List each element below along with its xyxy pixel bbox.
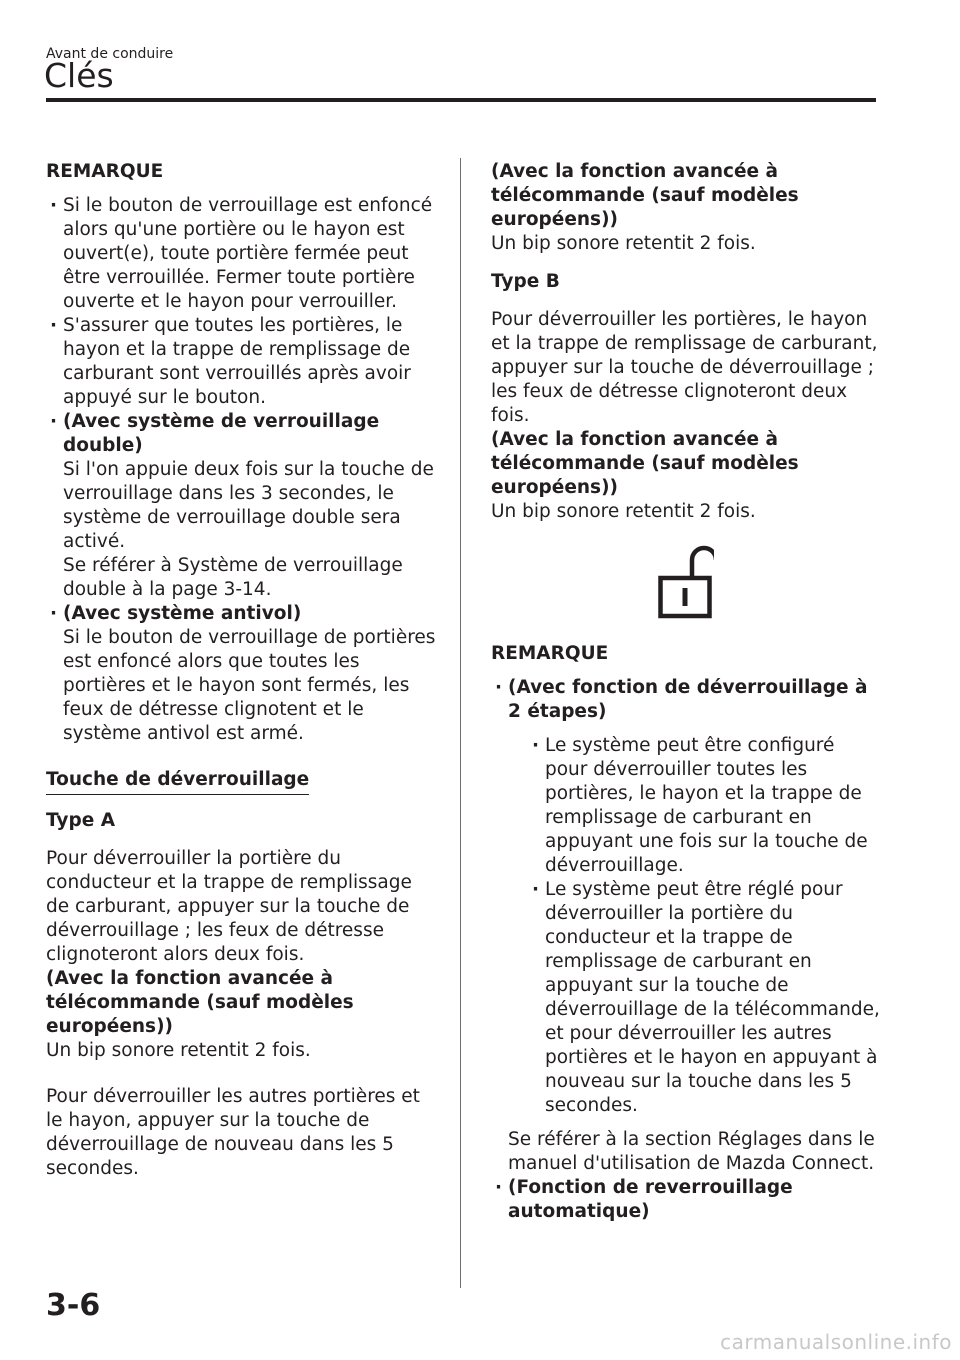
page-title: Clés [44, 56, 114, 95]
unlock-button-heading: Touche de déverrouillage [46, 768, 309, 795]
watermark: carmanualsonline.info [720, 1330, 952, 1354]
type-a-other-doors-text: Pour déverrouiller les autres portières et le hayon, appuyer sur la touche de déverrouillage de nouveau dans les 5 secondes. [46, 1086, 420, 1179]
type-b-advanced-text: Un bip sonore retentit 2 fois. [491, 501, 756, 522]
two-step-bullet [491, 676, 881, 1176]
note-bullets [46, 194, 436, 746]
section-title: Avant de conduire [46, 46, 174, 62]
antitheft-text: Si le bouton de verrouillage de portières est enfoncé alors que toutes les portières et le hayon sont fermés, les feux de détresse clignotent et le système antivol est armé. [63, 627, 436, 744]
column-divider [460, 158, 461, 1288]
type-b-label: Type B [491, 271, 560, 292]
type-a-advanced-heading: (Avec la fonction avancée à télécommande (sauf modèles européens)) [46, 968, 354, 1037]
left-column [46, 160, 436, 1181]
type-a-label: Type A [46, 810, 116, 831]
note-label-right: REMARQUE [491, 643, 609, 664]
note-bullet-double-lock [46, 410, 436, 602]
right-note-bullets [491, 676, 881, 1224]
advanced-text: Un bip sonore retentit 2 fois. [491, 233, 756, 254]
double-lock-heading: · (Avec système de verrouillage double) [63, 411, 380, 456]
note-bullet: · Si le bouton de verrouillage est enfoncé alors qu'une portière ou le hayon est ouvert(e), toute portière fermée peut être verrouillée. Fermer toute portière ouverte et le hayon pour verrouiller. [46, 194, 436, 314]
right-column [491, 160, 881, 1224]
note-bullet-antitheft [46, 602, 436, 746]
type-a-advanced-text: Un bip sonore retentit 2 fois. [46, 1040, 311, 1061]
note-bullet: · S'assurer que toutes les portières, le hayon et la trappe de remplissage de carburant sont verrouillés après avoir appuyé sur le bouton. [46, 314, 436, 410]
double-lock-text: Si l'on appuie deux fois sur la touche de verrouillage dans les 3 secondes, le système de verrouillage double sera activé. [63, 459, 434, 552]
two-step-heading: · (Avec fonction de déverrouillage à 2 étapes) [508, 677, 868, 722]
antitheft-heading: · (Avec système antivol) [63, 603, 302, 624]
header-rule [46, 98, 876, 102]
auto-relock-bullet [491, 1176, 881, 1224]
two-step-sub-bullet: · Le système peut être réglé pour déverrouiller la portière du conducteur et la trappe de remplissage de carburant en appuyant sur la touche de déverrouillage de la télécommande, et pour déverrouiller les autres portières et le hayon en appuyant à nouveau sur la touche dans les 5 secondes. [528, 878, 881, 1118]
note-label: REMARQUE [46, 161, 164, 182]
page-number: 3-6 [46, 1288, 101, 1323]
two-step-sub-bullets [528, 734, 881, 1118]
two-step-reference: Se référer à la section Réglages dans le manuel d'utilisation de Mazda Connect. [508, 1129, 875, 1174]
auto-relock-heading: · (Fonction de reverrouillage automatique) [508, 1177, 793, 1222]
type-a-text: Pour déverrouiller la portière du conducteur et la trappe de remplissage de carburant, appuyer sur la touche de déverrouillage ; les feux de détresse clignoteront alors deux fois. [46, 848, 412, 965]
two-step-sub-bullet: · Le système peut être configuré pour déverrouiller toutes les portières, le hayon et la trappe de remplissage de carburant en appuyant une fois sur la touche de déverrouillage. [528, 734, 881, 878]
unlock-icon [658, 540, 714, 620]
double-lock-reference: Se référer à Système de verrouillage double à la page 3-14. [63, 555, 403, 600]
type-b-text: Pour déverrouiller les portières, le hayon et la trappe de remplissage de carburant, appuyer sur la touche de déverrouillage ; les feux de détresse clignoteront deux fois. [491, 309, 878, 426]
type-b-advanced-heading: (Avec la fonction avancée à télécommande (sauf modèles européens)) [491, 429, 799, 498]
advanced-heading: (Avec la fonction avancée à télécommande (sauf modèles européens)) [491, 161, 799, 230]
